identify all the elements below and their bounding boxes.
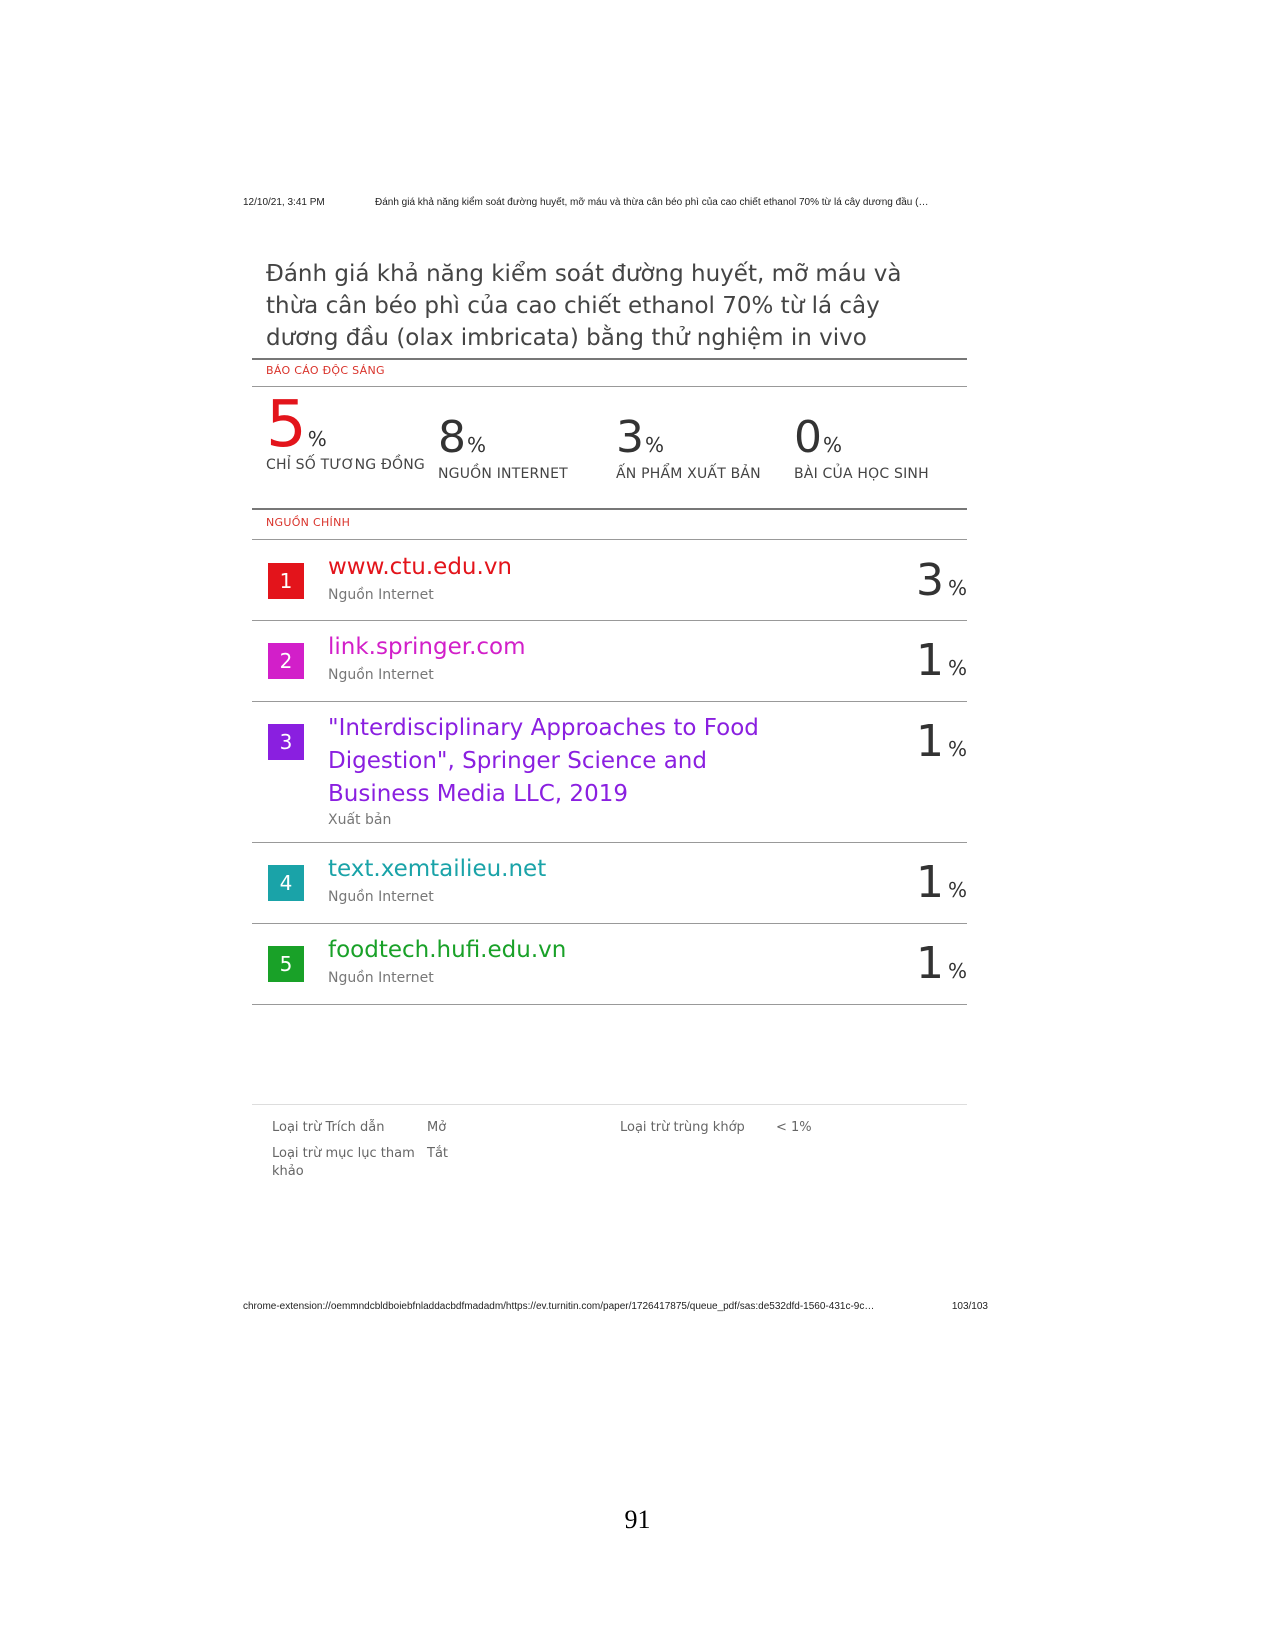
source-pct-value: 1 xyxy=(915,635,944,686)
source-percentage xyxy=(916,716,967,767)
print-url: chrome-extension://oemmndcbldboiebfnladdacbdfmadadm/https://ev.turnitin.com/paper/1726417875/queue_pdf/sas:de532dfd-1560-431c-9c… xyxy=(243,1301,875,1312)
source-pct-value: 1 xyxy=(915,938,944,989)
print-title: Đánh giá khả năng kiểm soát đường huyết, mỡ máu và thừa cân béo phì của cao chiết ethanol 70% từ lá cây dương đầu (… xyxy=(375,197,929,208)
source-pct-unit: % xyxy=(947,959,967,983)
stat-unit: % xyxy=(307,427,327,451)
source-name[interactable]: "Interdisciplinary Approaches to Food Digestion", Springer Science and Business Media LLC, 2019 xyxy=(328,715,759,807)
stat-value: 3 xyxy=(616,412,644,463)
primary-sources-label: NGUỒN CHÍNH xyxy=(266,516,351,529)
print-timestamp: 12/10/21, 3:41 PM xyxy=(243,197,325,208)
exclude-quotes-label: Loại trừ Trích dẫn xyxy=(272,1120,385,1135)
stat-label: CHỈ SỐ TƯƠNG ĐỒNG xyxy=(266,457,425,473)
print-footer xyxy=(243,1301,988,1312)
stat-student-papers xyxy=(794,412,974,482)
stat-unit: % xyxy=(645,433,665,457)
source-row xyxy=(252,702,967,842)
stat-publications xyxy=(616,412,796,482)
exclude-matches-label: Loại trừ trùng khớp xyxy=(620,1120,745,1135)
source-row xyxy=(252,843,967,923)
divider xyxy=(252,1004,967,1005)
source-row xyxy=(252,540,967,620)
source-pct-value: 3 xyxy=(915,555,944,606)
stat-label: NGUỒN INTERNET xyxy=(438,466,568,482)
stat-label: ẤN PHẨM XUẤT BẢN xyxy=(616,466,761,482)
source-percentage xyxy=(916,555,967,606)
exclude-quotes-value: Mở xyxy=(427,1120,447,1135)
stat-label: BÀI CỦA HỌC SINH xyxy=(794,466,929,482)
source-name[interactable]: www.ctu.edu.vn xyxy=(328,554,513,580)
divider xyxy=(252,1104,967,1105)
source-pct-unit: % xyxy=(947,878,967,902)
stat-internet-sources xyxy=(438,412,618,482)
stat-value: 8 xyxy=(438,412,466,463)
source-percentage xyxy=(916,635,967,686)
source-type: Nguồn Internet xyxy=(328,587,434,603)
source-pct-value: 1 xyxy=(915,716,944,767)
stat-value: 0 xyxy=(794,412,822,463)
divider xyxy=(252,358,967,360)
source-rank-badge: 1 xyxy=(268,563,304,599)
source-pct-unit: % xyxy=(947,737,967,761)
source-type: Nguồn Internet xyxy=(328,667,434,683)
stat-value: 5 xyxy=(266,388,307,462)
source-rank-badge: 5 xyxy=(268,946,304,982)
source-name[interactable]: link.springer.com xyxy=(328,634,526,660)
print-page-count: 103/103 xyxy=(951,1301,988,1312)
source-type: Nguồn Internet xyxy=(328,889,434,905)
page-number: 91 xyxy=(624,1505,651,1534)
source-rank-badge: 3 xyxy=(268,724,304,760)
source-percentage xyxy=(916,938,967,989)
source-name[interactable]: foodtech.hufi.edu.vn xyxy=(328,937,567,963)
source-name[interactable]: text.xemtailieu.net xyxy=(328,856,547,882)
source-row xyxy=(252,621,967,701)
stat-similarity-index xyxy=(266,388,446,473)
divider xyxy=(252,508,967,510)
source-pct-unit: % xyxy=(947,656,967,680)
source-pct-value: 1 xyxy=(915,857,944,908)
source-row xyxy=(252,924,967,1004)
source-percentage xyxy=(916,857,967,908)
source-rank-badge: 4 xyxy=(268,865,304,901)
originality-report-label: BÁO CÁO ĐỘC SÁNG xyxy=(266,364,385,377)
stat-unit: % xyxy=(823,433,843,457)
exclude-bibliography-value: Tắt xyxy=(427,1146,449,1161)
exclude-matches-value: < 1% xyxy=(776,1120,812,1135)
exclude-bibliography-label: Loại trừ mục lục tham khảo xyxy=(272,1146,415,1179)
source-type: Nguồn Internet xyxy=(328,970,434,986)
source-type: Xuất bản xyxy=(328,812,392,828)
stat-unit: % xyxy=(467,433,487,457)
source-rank-badge: 2 xyxy=(268,643,304,679)
document-title: Đánh giá khả năng kiểm soát đường huyết, mỡ máu và thừa cân béo phì của cao chiết ethanol 70% từ lá cây dương đầu (olax imbricata) bằng thử nghiệm in vivo xyxy=(266,261,902,351)
source-pct-unit: % xyxy=(947,576,967,600)
divider xyxy=(252,386,967,387)
